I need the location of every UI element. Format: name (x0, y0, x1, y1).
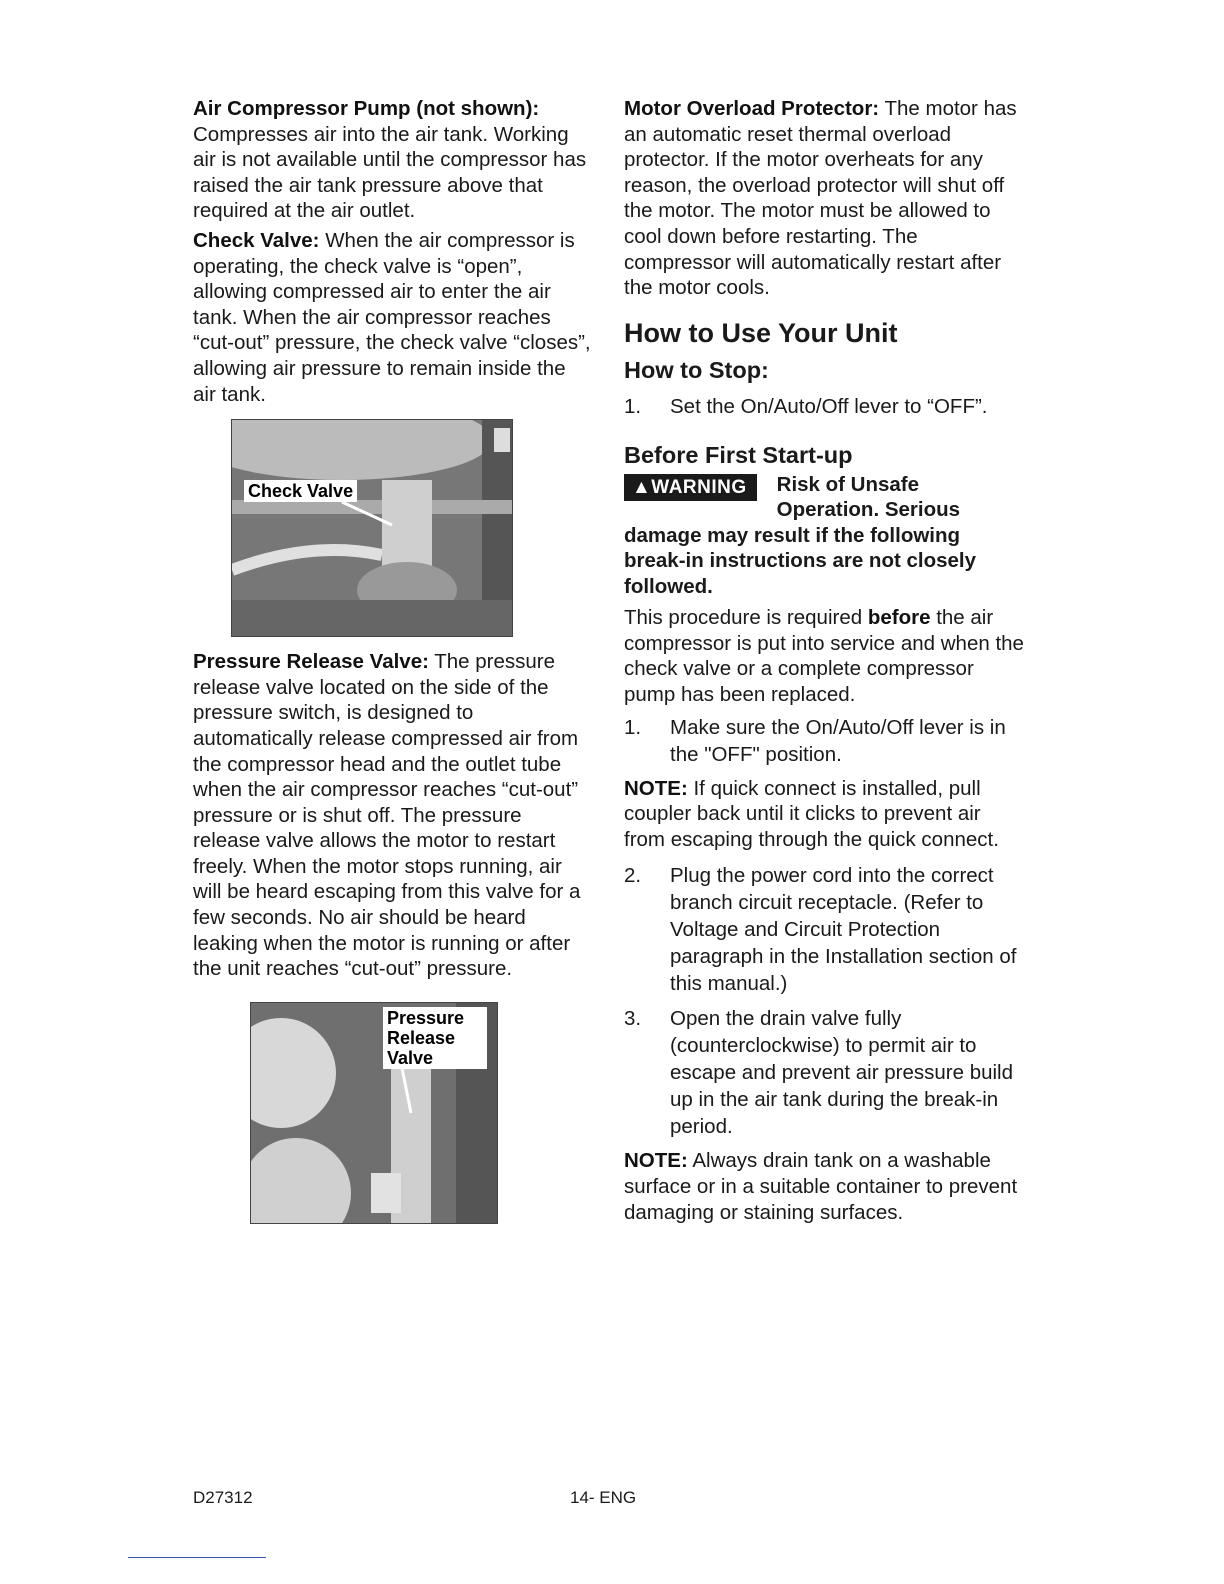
model-number: D27312 (193, 1488, 253, 1507)
before-first-startup-title: Before First Start-up (624, 441, 853, 468)
pump-paragraph (193, 96, 593, 224)
step-text: Plug the power cord into the correct branch circuit receptacle. (Refer to Voltage and Circuit Protection paragraph in the Installation section of this manual.) (670, 864, 1017, 996)
check-valve-photo (231, 419, 513, 637)
startup-step (624, 714, 1024, 768)
check-valve-text: When the air compressor is operating, the check valve is “open”, allowing compressed air to enter the air tank. When the air compressor reaches “cut-out” pressure, the check valve “closes”, allowing air pressure to remain inside the air tank. (193, 228, 591, 406)
step-text: Open the drain valve fully (counterclockwise) to permit air to escape and prevent air pressure build up in the air tank during the break-in period. (670, 1007, 1014, 1139)
check-valve-term: Check Valve: (193, 228, 320, 252)
step-text: Make sure the On/Auto/Off lever is in the "OFF" position. (670, 715, 1006, 766)
pump-text: Compresses air into the air tank. Working air is not available until the compressor has raised the air tank pressure above that required at the air outlet. (193, 122, 587, 223)
pressure-release-callout: Pressure Release Valve (383, 1007, 487, 1069)
startup-step (624, 1005, 1024, 1140)
overload-paragraph (624, 96, 1024, 301)
right-column (624, 96, 1024, 1235)
warning-text: Risk of Unsafe Operation. Serious damage may result if the following break-in instructions are not closely followed. (624, 472, 977, 598)
step-number: 1. (624, 715, 642, 739)
footer-rule (128, 1557, 266, 1558)
startup-steps-continued (624, 862, 1024, 1140)
pressure-release-term: Pressure Release Valve: (193, 650, 429, 674)
stop-step (624, 393, 1024, 420)
pressure-release-text: The pressure release valve located on the side of the pressure switch, is designed to automatically release compressed air from the compressor head and the outlet tube when the air compressor reaches “cut-out” pressure or is shut off. The pressure release valve allows the motor to restart freely. When the motor stops running, air will be heard escaping from this valve for a few seconds. No air should be heard leaking when the motor is running or after the unit reaches “cut-out” pressure. (193, 650, 581, 981)
check-valve-photo-drawing (232, 420, 512, 636)
step-text: Set the On/Auto/Off lever to “OFF”. (670, 394, 988, 418)
pump-term: Air Compressor Pump (not shown): (193, 97, 540, 120)
check-valve-paragraph (193, 228, 593, 407)
pressure-release-paragraph (193, 649, 593, 982)
step-number: 2. (624, 864, 642, 888)
page-number: 14- ENG (570, 1488, 637, 1507)
procedure-paragraph (624, 605, 1024, 707)
step-number: 1. (624, 394, 642, 418)
procedure-bold: before (867, 606, 931, 630)
check-valve-callout: Check Valve (244, 480, 357, 502)
note-drain-tank (624, 1148, 1024, 1225)
warning-badge: ▲WARNING (624, 474, 757, 501)
note-label: NOTE: (624, 1149, 688, 1173)
note-label: NOTE: (624, 776, 688, 800)
pressure-release-valve-photo (250, 1002, 498, 1224)
note-quick-connect (624, 776, 1024, 853)
note-text: If quick connect is installed, pull coupler back until it clicks to prevent air from escaping through the quick connect. (624, 776, 999, 851)
procedure-pre: This procedure is required (624, 606, 868, 630)
note-text: Always drain tank on a washable surface or in a suitable container to prevent damaging or staining surfaces. (624, 1149, 1018, 1224)
warning-block (624, 472, 1024, 600)
overload-term: Motor Overload Protector: (624, 97, 880, 120)
section-title: How to Use Your Unit (624, 317, 898, 348)
left-column (193, 96, 593, 1224)
startup-step (624, 862, 1024, 997)
overload-text: The motor has an automatic reset thermal overload protector. If the motor overheats for any reason, the overload protector will shut off the motor. The motor must be allowed to cool down before restarting. The compressor will automatically restart after the motor cools. (624, 97, 1017, 300)
how-to-stop-title: How to Stop: (624, 356, 769, 383)
stop-steps (624, 393, 1024, 420)
step-number: 3. (624, 1007, 642, 1031)
procedure-post: the air compressor is put into service and when the check valve or a complete compressor pump has been replaced. (624, 606, 1024, 707)
startup-steps-first (624, 714, 1024, 768)
